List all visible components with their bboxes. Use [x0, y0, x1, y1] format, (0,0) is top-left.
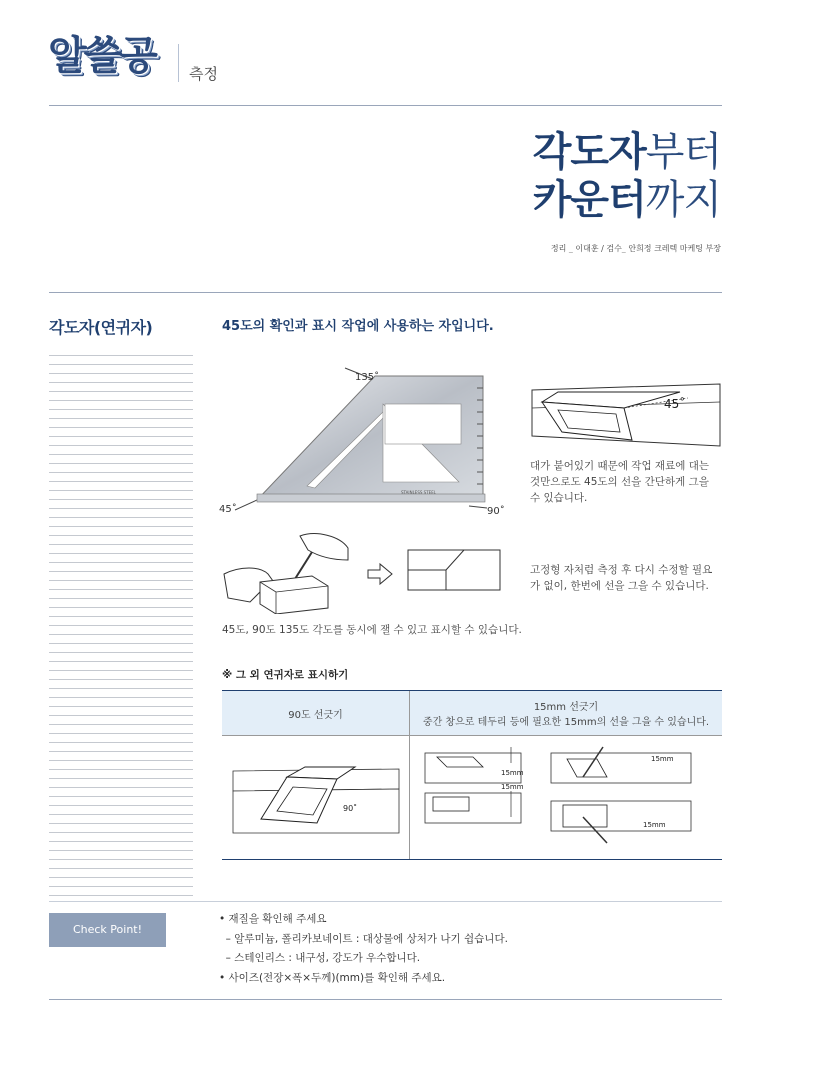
table-figure-row: [222, 736, 722, 860]
footer-rule: [49, 999, 722, 1000]
gauge-on-board-figure: [528, 380, 724, 450]
fig-c-label: 15mm: [651, 754, 674, 763]
credit-line: 정리 _ 이대훈 / 검수_ 안희정 크레텍 마케팅 부장: [550, 244, 721, 253]
section-heading: 각도자(연귀자): [49, 318, 153, 337]
section-subheading: 45도의 확인과 표시 작업에 사용하는 자입니다.: [222, 319, 494, 334]
title-line1-light: 부터: [645, 129, 721, 175]
check-point-badge: Check Point!: [49, 913, 166, 947]
note-title: ※ 그 외 연귀자로 표시하기: [222, 669, 349, 681]
table-header-15mm-title: 15mm 선긋기: [533, 702, 599, 713]
brand-logo: 알쓸공: [48, 33, 155, 79]
table-header-15mm-desc: 중간 창으로 테두리 등에 필요한 15mm의 선을 그을 수 있습니다.: [422, 717, 710, 728]
gauge-45-label: 45˚: [664, 397, 686, 411]
leader-line-45: [235, 500, 257, 510]
title-line2-light: 까지: [645, 177, 721, 223]
header-rule: [49, 105, 722, 106]
ruler-engraving: STAINLESS STEEL: [401, 490, 436, 495]
fig-d-gauge: [563, 805, 607, 827]
check-rule-top: [49, 901, 722, 902]
label-135: 135˚: [355, 372, 380, 383]
table-header-row: [222, 691, 722, 736]
title-line2-bold: 카운터: [532, 177, 646, 223]
table-cell-15mm-figure: [410, 736, 723, 860]
label-45: 45˚: [219, 504, 237, 515]
table-header-90: 90도 선긋기: [222, 691, 410, 736]
marking-figure: [220, 530, 510, 614]
leader-line-90: [469, 506, 487, 508]
check-point-list: [219, 910, 508, 988]
ruler-window: [385, 404, 461, 444]
angle-ruler-figure: [215, 348, 515, 520]
fifteen-mm-figure: [411, 743, 721, 853]
check-item: • 재질을 확인해 주세요: [219, 913, 327, 925]
description-2: 고정형 자처럼 측정 후 다시 수정할 필요가 없이, 한번에 선을 그을 수 있습니다.: [530, 564, 713, 592]
title-rule: [49, 292, 722, 293]
arrow-icon: [368, 564, 392, 584]
fig-b-label: 15mm: [501, 782, 524, 791]
ninety-degree-figure: [231, 753, 401, 843]
fig-b-gauge: [433, 797, 469, 811]
section-tag: 측정: [189, 65, 218, 83]
ninety-label: 90˚: [342, 803, 357, 813]
check-item: – 알루미늄, 폴리카보네이트 : 대상물에 상처가 나기 쉽습니다.: [219, 932, 508, 945]
ruled-sidebar: [49, 355, 193, 900]
hand-right: [300, 534, 348, 560]
article-title: [533, 128, 721, 224]
comparison-table: [222, 690, 722, 860]
table-header-15mm: [410, 691, 723, 736]
fig-a-label: 15mm: [501, 768, 524, 777]
figure-caption: 45도, 90도 135도 각도를 동시에 잴 수 있고 표시할 수 있습니다.: [222, 624, 522, 636]
workpiece: [260, 576, 328, 614]
check-item: • 사이즈(전장×폭×두께)(mm)를 확인해 주세요.: [219, 971, 446, 984]
fig-d-label: 15mm: [643, 820, 666, 829]
ruler-base: [257, 494, 485, 502]
label-90: 90˚: [487, 506, 505, 517]
title-line1-bold: 각도자: [532, 129, 646, 175]
check-item: – 스테인리스 : 내구성, 강도가 우수합니다.: [219, 952, 421, 964]
description-1: 대가 붙어있기 때문에 작업 재료에 대는 것만으로도 45도의 선을 간단하게 그을 수 있습니다.: [530, 460, 709, 504]
table-cell-90-figure: [222, 736, 410, 860]
header-divider: [178, 44, 179, 82]
